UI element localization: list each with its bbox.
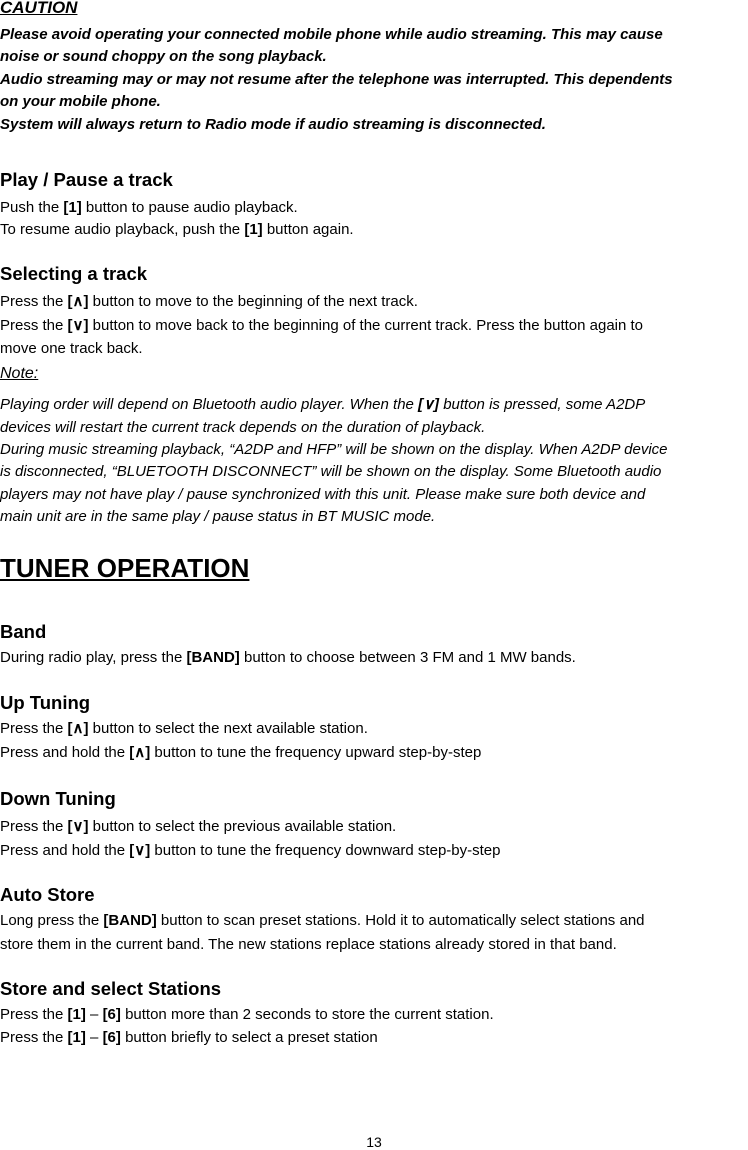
note-line: players may not have play / pause synchronized with this unit. Please make sure both device and bbox=[0, 486, 646, 503]
selecting-line-1: Press the [∧] button to move to the beginning of the next track. bbox=[0, 293, 418, 310]
note-line: During music streaming playback, “A2DP and HFP” will be shown on the display. When A2DP device bbox=[0, 441, 668, 458]
section-heading-play-pause: Play / Pause a track bbox=[0, 169, 173, 190]
selecting-line-3: move one track back. bbox=[0, 340, 143, 357]
note-line: is disconnected, “BLUETOOTH DISCONNECT” will be shown on the display. Some Bluetooth audio bbox=[0, 463, 662, 480]
down-tuning-line-2: Press and hold the [∨] button to tune the frequency downward step-by-step bbox=[0, 842, 501, 859]
store-select-line-1: Press the [1] – [6] button more than 2 seconds to store the current station. bbox=[0, 1006, 494, 1023]
section-heading-store-select: Store and select Stations bbox=[0, 978, 222, 999]
page-number: 13 bbox=[366, 1134, 382, 1150]
note-line-1: Playing order will depend on Bluetooth audio player. When the [∨] button is pressed, some A2DP bbox=[0, 396, 646, 413]
section-heading-band: Band bbox=[0, 621, 47, 642]
selecting-line-2: Press the [∨] button to move back to the beginning of the current track. Press the button again to bbox=[0, 317, 644, 334]
caution-line: Audio streaming may or may not resume after the telephone was interrupted. This dependents bbox=[0, 71, 673, 88]
caution-title: CAUTION bbox=[0, 0, 78, 17]
caution-line: System will always return to Radio mode if audio streaming is disconnected. bbox=[0, 116, 546, 133]
chapter-heading-tuner: TUNER OPERATION bbox=[0, 553, 250, 583]
section-heading-auto-store: Auto Store bbox=[0, 884, 95, 905]
play-pause-line-2: To resume audio playback, push the [1] button again. bbox=[0, 221, 354, 238]
caution-line: on your mobile phone. bbox=[0, 93, 161, 110]
caution-line: noise or sound choppy on the song playback. bbox=[0, 48, 327, 65]
up-tuning-line-2: Press and hold the [∧] button to tune the frequency upward step-by-step bbox=[0, 744, 482, 761]
auto-store-line-2: store them in the current band. The new stations replace stations already stored in that band. bbox=[0, 936, 617, 953]
down-tuning-line-1: Press the [∨] button to select the previous available station. bbox=[0, 818, 397, 835]
note-line: main unit are in the same play / pause status in BT MUSIC mode. bbox=[0, 508, 436, 525]
section-heading-selecting: Selecting a track bbox=[0, 263, 148, 284]
section-heading-up-tuning: Up Tuning bbox=[0, 692, 91, 713]
play-pause-line-1: Push the [1] button to pause audio playback. bbox=[0, 199, 298, 216]
section-heading-down-tuning: Down Tuning bbox=[0, 788, 116, 809]
up-tuning-line-1: Press the [∧] button to select the next available station. bbox=[0, 720, 368, 737]
note-title: Note: bbox=[0, 365, 39, 382]
caution-line: Please avoid operating your connected mobile phone while audio streaming. This may cause bbox=[0, 26, 663, 43]
band-line-1: During radio play, press the [BAND] button to choose between 3 FM and 1 MW bands. bbox=[0, 649, 576, 666]
note-line: devices will restart the current track depends on the duration of playback. bbox=[0, 419, 486, 436]
auto-store-line-1: Long press the [BAND] button to scan preset stations. Hold it to automatically select stations and bbox=[0, 912, 645, 929]
store-select-line-2: Press the [1] – [6] button briefly to select a preset station bbox=[0, 1029, 378, 1046]
